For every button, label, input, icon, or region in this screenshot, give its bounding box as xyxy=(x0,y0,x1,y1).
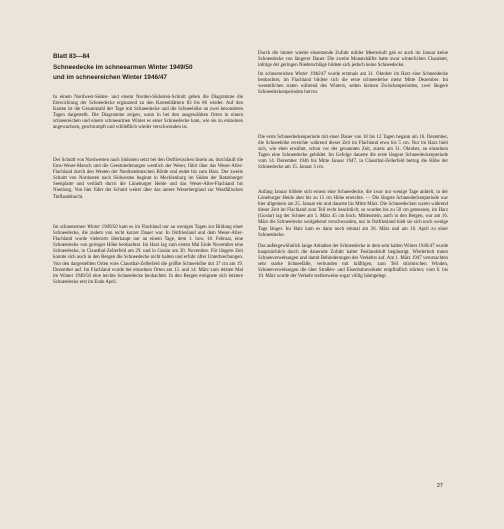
heading-sheet-number: Blatt 83—84 xyxy=(53,53,90,60)
paragraph-causes: Das außergewöhnlich lange Anhalten der Schneedecke in dem sehr kalten Winter 1946/47 wurde hauptsächlich durch die dauernde Zufuhr kalter Festlandsluft begünstigt. Wiederholt traten Schneeverwehungen und damit Behinderungen des Verkehrs auf. Am 1. März 1947 verursachten sehr starke Schneefälle, verbunden mit kräftigen, zum Teil stürmischen Winden, Schneeverwehungen die über Straßen- und Eisenbahnverkehr empfindlich störten; vom 6. bis 10. März wurde der Verkehr stellenweise sogar völlig lahmgelegt. xyxy=(258,244,448,280)
paragraph-january: Durch die immer wieder einsetzende Zufuhr milder Meeresluft gab es auch im Januar keine Schneedecke von längerer Dauer. Die zweite Monatshälfte hatte zwar winterlichen Charakter, infolge der geringen Niederschläge bildete sich jedoch keine Schneedecke. xyxy=(258,51,448,69)
page-number: 27 xyxy=(436,483,443,489)
emphasis-winter-1949-50: Winter 1949/50 xyxy=(87,225,118,230)
paragraph-winter-1946-47 xyxy=(258,72,448,96)
text-run: kam es im Flachland nur an wenigen Tagen zur Bildung einer Schneedecke, die zudem von recht kurzer Dauer war. In Ostfriesland und dem Weser-Aller-Flachland wurde vielerorts überhaupt nur an einem Tage, dem 1. bzw. 18. Februar, eine Schneedecke von geringer Höhe beobachtet. Im Harz lag zum ersten Mal Ende November eine Schneedecke, in Clausthal-Zellerfeld am 29. und in Goslar am 30. November. Für längere Zeit konnte sich auch in den Bergen die Schneedecke nicht halten und erfuhr öfter Unterbrechungen. Von den dargestellten Orten wies Clausthal-Zellerfeld die größte Schneehöhe mit 37 cm am 19. Dezember auf. Im Flachland wurde bei einzelnen Orten am 13. und 14. März zum letzten Mal im Winter 1949/50 eine leichte Schneedecke beobachtet. In den Bergen ereignete sich letztere Schneedecke erst im Ende April. xyxy=(53,225,244,285)
text-run: Im schneereichen xyxy=(258,72,295,77)
paragraph-second-period: Anfang Januar bildete sich erneut eine Schneedecke, die zwar nur wenige Tage anhielt, in der Lüneburger Heide aber bis zu 15 cm Höhe erreichte. — Die längste Schneedeckenperiode war hier allgemein am 25. Januar ein und dauerte bis Mitte März. Die Schneedecken waren während dieser Zeit im Flachland zum Teil recht beachtlich; so wurden bis zu 50 cm gemessen, im Harz (Goslar) lag der Schnee am 1. März 45 cm hoch. Mittenstein, auch in den Bergen, war am 16. März die Schneedecke weitgehend verschwunden, nur in Ostfriesland hielt sie sich noch wenige Tage länger. Im Harz kam es dann noch einmal am 26. März und am 10. April zu einer Schneedecke. xyxy=(258,190,448,238)
heading-title-line-2: und im schneereichen Winter 1946/47 xyxy=(53,74,167,81)
text-run: wurde erstmals am 31. Oktober im Harz eine Schneedecke beobachtet, im Flachland bildete sich die erste schneedecke meist Mitte Dezember. Im wesentlichen traten während des Winters, selten kleinen Zwischenperioden, zwei längere Schneedeckenperioden hervor. xyxy=(258,72,449,96)
emphasis-winter-1946-47: Winter 1946/47 xyxy=(294,72,326,77)
paragraph-sections: Der Schnitt von Nordwesten nach Südosten setzt bei den Ostfriesischen Inseln an, durchläuft die Ems-Weser-Marsch und die Geestniederungen westlich der Weser, führt über das Weser-Aller-Flachland durch den Westen der Nordostdeutschen Börde und endet bis zum Harz. Der zweite Schnitt von Nordosten nach Südwesten beginnt in Mecklenburg im Süden der Ratzeburger Seenplatte und verläuft durch die Lüneburger Heide und das Weser-Aller-Flachland bis Nienburg. Von hier führt der Schnitt weiter über das untere Weserbergland zur Westfälischen Tieflandsbucht. xyxy=(53,158,243,200)
paragraph-intro: In einem Nordwest-Süden- und einem Norden-Südosten-Schnitt geben die Diagramme die Entwicklung der Schneedecke ergänzend zu den Kartenblättern 83 bis 86 wieder. Auf den Karten ist die Gesamtzahl der Tage mit Schneedecke und die Schneehöhe an zwei besonderen Tagen dargestellt. Die Diagramme zeigen, wann in bei den ausgewählten Orten in einem schneereichen und einem schneearmen Winter es einer Schneedecke kam, wie sie zu einzelnen angewachsen, geschrumpft und schließlich wieder verschwunden ist. xyxy=(53,95,243,131)
text-run: Im schneearmen xyxy=(53,225,88,230)
paragraph-first-period: Die erste Schneedeckenperiode mit einer Dauer von 10 bis 12 Tagen begann am 16. Dezember, die Schneehöhe erreichte während dieser Zeit im Flachland etwa bis 5 cm. Nur im Harz hielt sich, wie eben erwähnt, schon vor der genannten Zeit, zuerst am 31. Oktober, an einzelnen Tagen eine Schneedecke gebildet. Im Gefolge dauerte die erste längere Schneedeckenperiode vom 14. Dezember 1946 bis Mitte Januar 1947, in Clausthal-Zellerfeld betrug die Höhe der Schneedecke am 15. Januar 3 cm. xyxy=(258,135,448,171)
section-heading xyxy=(53,52,243,84)
heading-title-line-1: Schneedecke im schneearmen Winter 1949/50 xyxy=(53,63,193,71)
paragraph-winter-1949-50 xyxy=(53,225,243,286)
